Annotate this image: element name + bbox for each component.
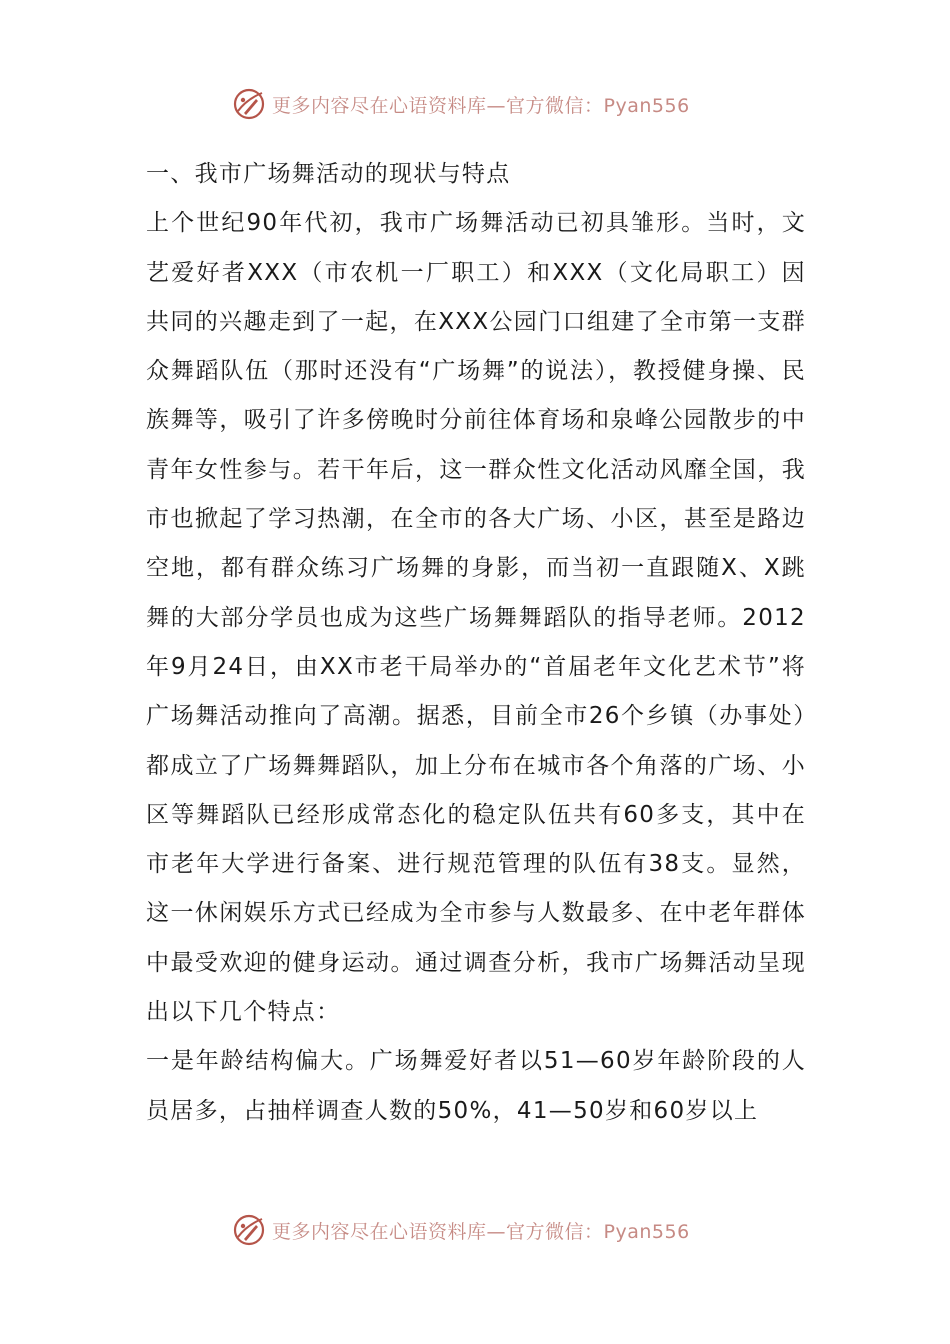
watermark-text: 更多内容尽在心语资料库—官方微信：Pyan556	[272, 94, 690, 117]
watermark-header	[232, 86, 690, 122]
paragraph-age-structure: 一是年龄结构偏大。广场舞爱好者以51—60岁年龄阶段的人员居多，占抽样调查人数的50%，41—50岁和60岁以上	[146, 1048, 806, 1124]
pen-logo-icon	[232, 1213, 266, 1247]
watermark-text: 更多内容尽在心语资料库—官方微信：Pyan556	[272, 1220, 690, 1243]
paragraph-current-status: 上个世纪90年代初，我市广场舞活动已初具雏形。当时，文艺爱好者XXX（市农机一厂职工）和XXX（文化局职工）因共同的兴趣走到了一起，在XXX公园门口组建了全市第一支群众舞蹈队伍（那时还没有“广场舞”的说法），教授健身操、民族舞等，吸引了许多傍晚时分前往体育场和泉峰公园散步的中青年女性参与。若干年后，这一群众性文化活动风靡全国，我市也掀起了学习热潮，在全市的各大广场、小区，甚至是路边空地，都有群众练习广场舞的身影，而当初一直跟随X、X跳舞的大部分学员也成为这些广场舞舞蹈队的指导老师。2012年9月24日，由XX市老干局举办的“首届老年文化艺术节”将广场舞活动推向了高潮。据悉，目前全市26个乡镇（办事处）都成立了广场舞舞蹈队，加上分布在城市各个角落的广场、小区等舞蹈队已经形成常态化的稳定队伍共有60多支，其中在市老年大学进行备案、进行规范管理的队伍有38支。显然，这一休闲娱乐方式已经成为全市参与人数最多、在中老年群体中最受欢迎的健身运动。通过调查分析，我市广场舞活动呈现出以下几个特点：	[146, 210, 806, 1026]
section-heading: 一、我市广场舞活动的现状与特点	[146, 161, 511, 187]
pen-logo-icon	[232, 87, 266, 121]
document-body	[146, 150, 806, 1136]
watermark-footer	[232, 1212, 690, 1248]
